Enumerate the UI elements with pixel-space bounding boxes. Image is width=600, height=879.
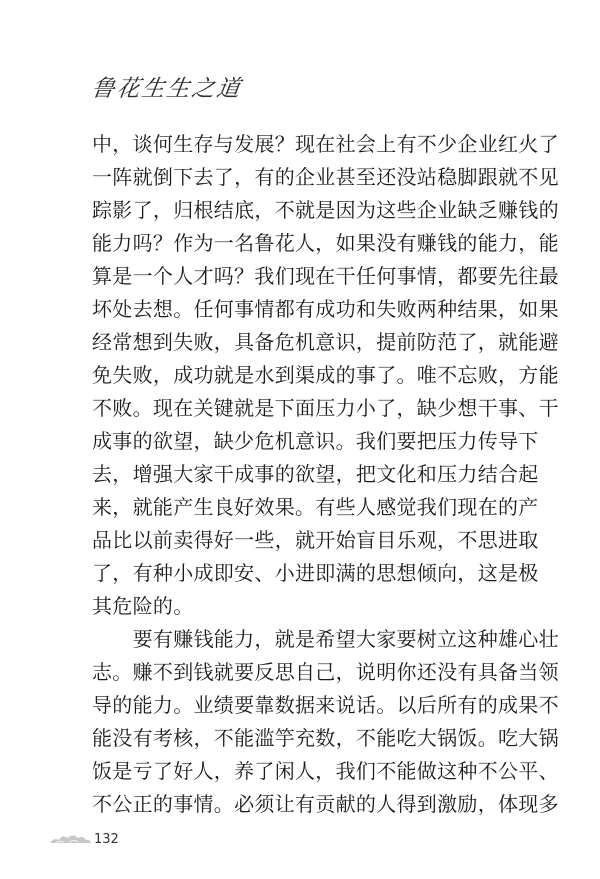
text-line: 导的能力。业绩要靠数据来说话。以后所有的成果不 (92, 693, 559, 717)
cloud-ornament-icon (48, 831, 92, 847)
text-line: 志。赚不到钱就要反思自己，说明你还没有具备当领 (92, 660, 559, 684)
text-line: 不败。现在关键就是下面压力小了，缺少想干事、干 (92, 396, 559, 420)
page-footer (48, 827, 119, 851)
text-line: 成事的欲望，缺少危机意识。我们要把压力传导下 (92, 429, 539, 453)
text-line: 中，谈何生存与发展？现在社会上有不少企业红火了 (92, 132, 559, 156)
page-number: 132 (94, 831, 119, 847)
body-text (92, 128, 559, 821)
text-line: 能力吗？作为一名鲁花人，如果没有赚钱的能力，能 (92, 231, 559, 255)
text-line: 来，就能产生良好效果。有些人感觉我们现在的产 (92, 495, 539, 519)
text-line: 坏处去想。任何事情都有成功和失败两种结果，如果 (92, 297, 559, 321)
text-line: 饭是亏了好人，养了闲人，我们不能做这种不公平、 (92, 759, 559, 783)
running-header-title: 鲁花生生之道 (89, 76, 244, 102)
text-line: 经常想到失败，具备危机意识，提前防范了，就能避 (92, 330, 559, 354)
text-line: 一阵就倒下去了，有的企业甚至还没站稳脚跟就不见 (92, 165, 559, 189)
text-line: 不公正的事情。必须让有贡献的人得到激励，体现多 (92, 792, 559, 816)
text-line: 去，增强大家干成事的欲望，把文化和压力结合起 (92, 462, 539, 486)
text-line: 算是一个人才吗？我们现在干任何事情，都要先往最 (92, 264, 559, 288)
text-line: 踪影了，归根结底，不就是因为这些企业缺乏赚钱的 (92, 198, 559, 222)
text-line: 了，有种小成即安、小进即满的思想倾向，这是极 (92, 561, 539, 585)
text-line: 能没有考核，不能滥竽充数，不能吃大锅饭。吃大锅 (92, 726, 559, 750)
text-line: 要有赚钱能力，就是希望大家要树立这种雄心壮 (92, 627, 559, 651)
text-line: 其危险的。 (92, 594, 194, 618)
text-line: 免失败，成功就是水到渠成的事了。唯不忘败，方能 (92, 363, 559, 387)
text-line: 品比以前卖得好一些，就开始盲目乐观，不思进取 (92, 528, 539, 552)
